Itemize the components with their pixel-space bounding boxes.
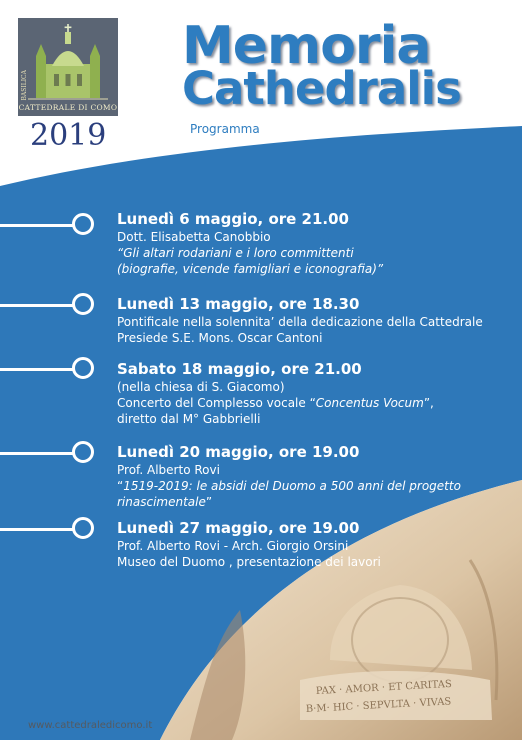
event-talk-title-cont [117, 494, 461, 510]
inscription-line-1: PAX · AMOR · ET CARITAS [315, 678, 453, 697]
timeline-line [0, 528, 76, 531]
event-presider: Presiede S.E. Mons. Oscar Cantoni [117, 331, 323, 345]
event-conductor: diretto dal M° Gabbrielli [117, 412, 261, 426]
text-suffix: ”, [423, 396, 434, 410]
text-prefix: Concerto del Complesso vocale “ [117, 396, 316, 410]
logo-caption: CATTEDRALE DI COMO [18, 103, 118, 112]
event-date-title: Lunedì 6 maggio, ore 21.00 [117, 210, 349, 228]
timeline-marker [72, 293, 94, 315]
timeline-marker [72, 213, 94, 235]
event-description [117, 395, 434, 411]
inscription-line-2: B·M· HIC · SEPVLTA · VIVAS [305, 696, 452, 715]
choir-name: Concentus Vocum [315, 396, 424, 410]
talk-title-italic: 1519-2019: le absidi del Duomo a 500 anni del progetto [123, 479, 461, 493]
event-location: (nella chiesa di S. Giacomo) [117, 380, 285, 394]
timeline-marker [72, 517, 94, 539]
event-talk-subtitle: (biografie, vicende famigliari e iconografia)” [117, 262, 384, 276]
timeline-marker [72, 357, 94, 379]
event-description: Museo del Duomo , presentazione dei lavori [117, 555, 381, 569]
logo-side-text: BASILICA [21, 70, 28, 101]
timeline-line [0, 452, 76, 455]
timeline-line [0, 368, 76, 371]
timeline-marker [72, 441, 94, 463]
year: 2019 [30, 118, 107, 153]
event-item [117, 360, 434, 427]
event-date-title: Lunedì 13 maggio, ore 18.30 [117, 295, 360, 313]
talk-title-italic: rinascimentale [117, 495, 206, 509]
event-date-title: Lunedì 27 maggio, ore 19.00 [117, 519, 360, 537]
event-speakers: Prof. Alberto Rovi - Arch. Giorgio Orsini [117, 539, 349, 553]
event-item [117, 295, 483, 346]
text-prefix: “ [117, 479, 124, 493]
event-date-title: Sabato 18 maggio, ore 21.00 [117, 360, 362, 378]
website-link[interactable]: www.cattedraledicomo.it [28, 720, 153, 731]
timeline-line [0, 304, 76, 307]
event-talk-title: “Gli altari rodariani e i loro committenti [117, 246, 354, 260]
title-line-1: Memoria [182, 16, 431, 76]
title-line-2: Cathedralis [182, 62, 461, 115]
event-item [117, 443, 461, 510]
event-date-title: Lunedì 20 maggio, ore 19.00 [117, 443, 360, 461]
subtitle: Programma [190, 122, 260, 136]
event-item [117, 519, 381, 570]
event-description: Pontificale nella solennita’ della dedicazione della Cattedrale [117, 315, 483, 329]
event-talk-title [117, 478, 461, 494]
event-speaker: Dott. Elisabetta Canobbio [117, 230, 271, 244]
event-speaker: Prof. Alberto Rovi [117, 463, 220, 477]
timeline-line [0, 224, 76, 227]
event-item [117, 210, 383, 277]
text-suffix: ” [205, 495, 213, 509]
